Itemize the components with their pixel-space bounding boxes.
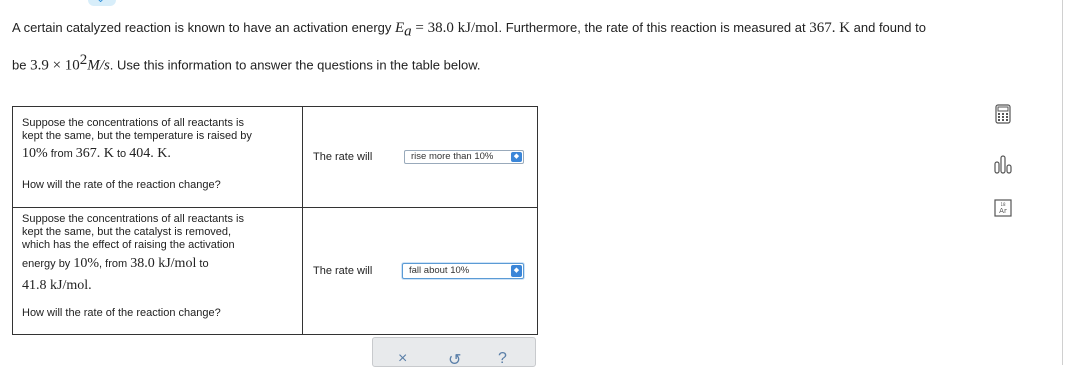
temp-from: 367. K (75, 146, 114, 161)
question-text: to (113, 148, 130, 160)
question-line: kept the same, but the catalyst is removed, (22, 226, 232, 238)
question-row-temperature (13, 107, 537, 208)
intro-line-1 (12, 20, 926, 41)
select-value: rise more than 10% (411, 151, 494, 162)
question-math (22, 146, 171, 162)
select-value: fall about 10% (409, 265, 470, 276)
question-text: . (167, 146, 171, 161)
intro-text: be (12, 57, 31, 73)
ea-symbol: E (395, 20, 405, 36)
chevron-down-icon (96, 0, 105, 5)
clear-icon[interactable]: × (398, 350, 408, 367)
bar-chart-icon[interactable] (993, 154, 1013, 174)
intro-text: . Use this information to answer the questions in the table below. (109, 57, 481, 73)
intro-line-2 (12, 52, 481, 74)
question-ask: How will the rate of the reaction change? (22, 307, 221, 319)
rate-change-select-1[interactable] (404, 150, 524, 164)
intro-text: and found to (850, 20, 926, 35)
question-line: Suppose the concentrations of all reactants is (22, 117, 244, 129)
question-text: , from (99, 258, 131, 270)
question-math (22, 278, 92, 294)
energy-to: 41.8 kJ/mol (22, 278, 89, 293)
panel-divider (1062, 0, 1063, 365)
question-table (12, 106, 538, 335)
question-cell (13, 107, 303, 207)
ea-value: = 38.0 kJ/mol (411, 20, 499, 36)
periodic-table-icon[interactable] (993, 198, 1013, 218)
question-math (22, 256, 209, 272)
rate-label: The rate will (313, 151, 373, 163)
calculator-icon[interactable] (993, 104, 1013, 124)
question-line: kept the same, but the temperature is raised by (22, 130, 252, 142)
help-icon[interactable]: ? (498, 350, 507, 367)
select-arrow-icon: ◆ (511, 265, 522, 277)
ea-subscript: a (404, 23, 412, 40)
intro-text: A certain catalyzed reaction is known to have an activation energy (12, 20, 395, 35)
question-text: to (196, 258, 209, 270)
answer-action-bar (372, 337, 536, 367)
rate-label: The rate will (313, 265, 373, 277)
question-text: from (47, 148, 76, 160)
question-text: . (88, 278, 92, 293)
rate-exponent: 2 (79, 52, 88, 68)
periodic-element: Ar (999, 207, 1007, 215)
select-arrow-icon: ◆ (511, 152, 522, 162)
question-line: which has the effect of raising the activation (22, 239, 235, 251)
collapse-tab[interactable] (88, 0, 116, 6)
intro-text: . Furthermore, the rate of this reaction is measured at (498, 20, 810, 35)
question-row-catalyst (13, 208, 537, 334)
energy-from: 38.0 kJ/mol (130, 256, 197, 271)
periodic-number: 18 (1000, 202, 1006, 207)
question-cell (13, 208, 303, 334)
temp-to: 404. K (129, 146, 168, 161)
question-text: energy by (22, 258, 74, 270)
temperature-value: 367. K (809, 20, 851, 36)
rate-coefficient: 3.9 × 10 (30, 57, 80, 74)
percent-value: 10% (22, 146, 48, 161)
rate-unit: M/s (87, 57, 110, 74)
rate-change-select-2[interactable] (402, 263, 524, 279)
percent-value: 10% (73, 256, 100, 271)
question-line: Suppose the concentrations of all reactants is (22, 213, 244, 225)
question-ask: How will the rate of the reaction change? (22, 179, 221, 191)
undo-icon[interactable]: ↺ (448, 352, 462, 369)
